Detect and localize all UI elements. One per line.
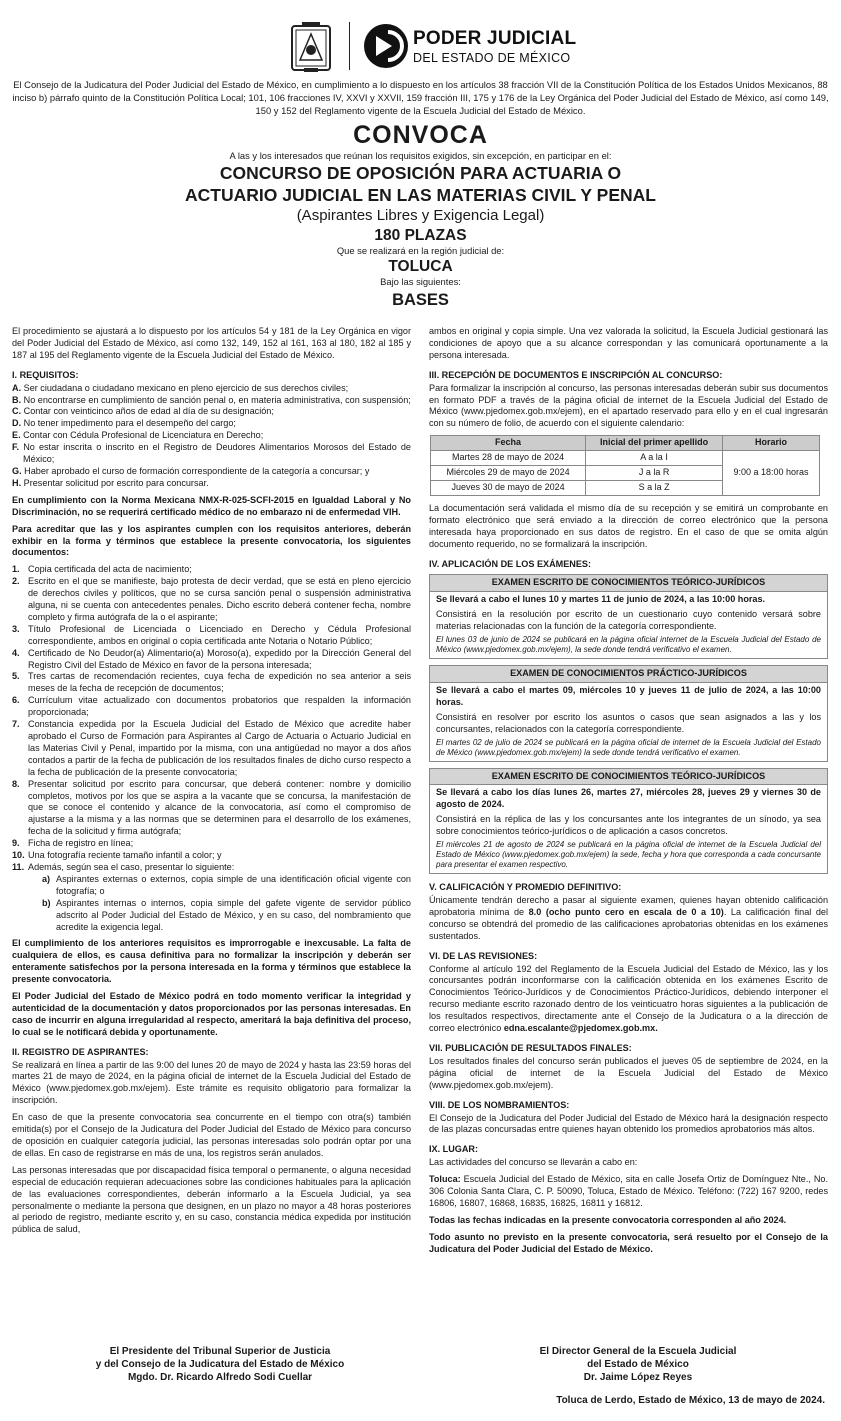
exam-note: El miércoles 21 de agosto de 2024 se publicará en la página oficial de internet de la Escuela Judicial del Estado de México (www.pjedomex.gob.mx/ejem) la sede, fecha y hora que corresponda a cada concursante para presentar el examen respectivo. xyxy=(436,840,821,870)
section-requisitos-title: I. REQUISITOS: xyxy=(12,369,79,380)
table-header: Fecha xyxy=(431,436,586,451)
section-lugar-title: IX. LUGAR: xyxy=(429,1144,479,1155)
exam-date: Se llevará a cabo el lunes 10 y martes 11 de junio de 2024, a las 10:00 horas. xyxy=(436,594,766,605)
intro-paragraph: El Consejo de la Judicatura del Poder Judicial del Estado de México, en cumplimiento a lo dispuesto en los artículos 38 fracción VII de la Constitución Política de los Estados Unidos Mexicanos, 88 inciso b) párrafo quinto de la Constitución Política Local; 101, 106 fracciones IV, XXVI y XXVII, 159 fracción III, 175 y 176 de la Ley Orgánica del Poder Judicial del Estado de México, así como 149, 150 y 152 del Reglamento vigente de la Escuela Judicial del Estado de México. xyxy=(12,79,829,116)
exam-box-3 xyxy=(429,768,828,875)
list-item: 10. Una fotografía reciente tamaño infantil a color; y xyxy=(12,850,222,861)
signature-left: El Presidente del Tribunal Superior de Justicia y del Consejo de la Judicatura del Estado de México Mgdo. Dr. Ricardo Alfredo Sodi Cuellar xyxy=(95,1346,345,1383)
section-revisiones-title: VI. DE LAS REVISIONES: xyxy=(429,950,538,961)
exam-box-1 xyxy=(429,574,828,659)
continuation-paragraph: ambos en original y copia simple. Una vez valorada la solicitud, la Escuela Judicial gestionará las condiciones de apoyo que a su alcance correspondan y las comunicará oportunamente a la persona interesada. xyxy=(429,326,828,360)
list-item: 5. Tres cartas de recomendación recientes, cuya fecha de expedición no sea anterior a seis meses de la fecha de recepción de documentos; xyxy=(12,671,411,694)
list-item: a) Aspirantes externas o externos, copia simple de una identificación oficial vigente con fotografía; o xyxy=(42,873,411,896)
calendar-table xyxy=(430,435,820,496)
revisiones-paragraph: Conforme al artículo 192 del Reglamento de la Escuela Judicial del Estado de México, las y los concursantes podrán inconformarse con la calificación obtenida en los exámenes Escrito de Conocimientos Teórico-Jurídicos y de Conocimientos Práctico-Jurídicos, debiendo interponer el recurso mediante escrito razonado dentro de los veinticuatro horas siguientes a la publicación de los resultados respectivos, directamente ante el Consejo de la Judicatura o a la dirección de correo electrónico edna.escalante@pjedomex.gob.mx. xyxy=(429,963,828,1034)
convoca-title: CONVOCA xyxy=(353,121,488,149)
norma-paragraph: En cumplimiento con la Norma Mexicana NMX-R-025-SCFI-2015 en Igualdad Laboral y No Discriminación, no se requerirá certificado médico de no embarazo ni de enfermedad VIH. xyxy=(12,494,411,517)
validation-paragraph: La documentación será validada el mismo día de su recepción y se emitirá un comprobante en formato electrónico que será enviado a la dirección de correo electrónico que la persona interesada haya proporcionado en sus datos de registro. En el caso de que se omita algún documento requerido, no se formalizará la inscripción. xyxy=(429,502,828,549)
list-item: H. Presentar solicitud por escrito para concursar. xyxy=(12,477,209,488)
table-header: Horario xyxy=(723,436,820,451)
exam-date: Se llevará a cabo el martes 09, miércoles 10 y jueves 11 de julio de 2024, a las 10:00 horas. xyxy=(436,684,821,707)
section-calificacion-title: V. CALIFICACIÓN Y PROMEDIO DEFINITIVO: xyxy=(429,882,622,893)
horario-cell: 9:00 a 18:00 horas xyxy=(723,451,820,496)
left-column xyxy=(12,326,411,1241)
exam-title: EXAMEN ESCRITO DE CONOCIMIENTOS TEÓRICO-JURÍDICOS xyxy=(430,769,827,786)
list-item: 6. Currículum vitae actualizado con documentos probatorios que respalden la información proporcionada; xyxy=(12,695,411,718)
registro-paragraph-3: Las personas interesadas que por discapacidad física temporal o permanente, o alguna necesidad especial de educación requieran adecuaciones sobre las condiciones habituales para la aplicación de las evaluaciones correspondientes, deberán informarlo a la Escuela Judicial, ya sea personalmente o mediante la persona que designen, en un plazo no mayor a 48 horas posteriores al periodo de registro, mediante escrito y, en su caso, constancia médica expedida por institución pública de salud, xyxy=(12,1164,411,1235)
exam-title: EXAMEN DE CONOCIMIENTOS PRÁCTICO-JURÍDICOS xyxy=(430,666,827,683)
bases-title: BASES xyxy=(392,291,449,309)
list-item: E. Contar con Cédula Profesional de Licenciatura en Derecho; xyxy=(12,430,264,441)
exam-note: El lunes 03 de junio de 2024 se publicará en la página oficial internet de la Escuela Judicial del Estado de México (www.pjedomex.gob.mx/ejem), la sede donde tendrá verificativo el examen. xyxy=(436,635,821,655)
bases-intro: Bajo las siguientes: xyxy=(380,276,461,287)
acreditar-paragraph: Para acreditar que las y los aspirantes cumplen con los requisitos anteriores, deberán exhibir en la forma y términos que establece la presente convocatoria, los siguientes documentos: xyxy=(12,523,411,558)
contest-subtitle: (Aspirantes Libres y Exigencia Legal) xyxy=(296,207,545,224)
org-name: PODER JUDICIAL xyxy=(413,28,577,49)
exam-description: Consistirá en resolver por escrito los asuntos o casos que sean asignados a las y los concursantes, relacionados con la categoría correspondiente. xyxy=(436,711,821,734)
list-item: 11. Además, según sea el caso, presentar lo siguiente: a) Aspirantes externas o externos, copia simple de una identificación oficial vigente con fotografía; o b) Aspirantes internas o internos, copia simple del gafete vigente de servidor público adscrito al Poder Judicial del Estado de México, y en su caso, del nombramiento que acredite la exigencia legal. xyxy=(12,861,411,932)
table-row: Jueves 30 de mayo de 2024 S a la Z xyxy=(431,480,820,495)
no-previsto-note: Todo asunto no previsto en la presente convocatoria, será resuelto por el Consejo de la Judicatura del Poder Judicial del Estado de México. xyxy=(429,1231,828,1254)
list-item: G. Haber aprobado el curso de formación correspondiente de la categoría a concursar; y xyxy=(12,465,370,476)
exam-note: El martes 02 de julio de 2024 se publicará en la página oficial de internet de la Escuela Judicial del Estado de México (www.pjedomex.gob.mx/ejem) la sede donde tendrá verificativo el examen. xyxy=(436,737,821,757)
state-coat-of-arms-icon xyxy=(284,20,338,74)
exam-title: EXAMEN ESCRITO DE CONOCIMIENTOS TEÓRICO-JURÍDICOS xyxy=(430,575,827,592)
documents-list xyxy=(12,564,411,933)
region-name: TOLUCA xyxy=(388,258,453,275)
sub-documents-list xyxy=(28,874,411,934)
section-nombramientos-title: VIII. DE LOS NOMBRAMIENTOS: xyxy=(429,1099,570,1110)
header-divider xyxy=(349,22,350,70)
contest-title-line2: ACTUARIO JUDICIAL EN LAS MATERIAS CIVIL Y PENAL xyxy=(185,185,656,205)
table-header: Inicial del primer apellido xyxy=(586,436,723,451)
section-aplicacion-title: IV. APLICACIÓN DE LOS EXÁMENES: xyxy=(429,558,592,569)
section-registro-title: II. REGISTRO DE ASPIRANTES: xyxy=(12,1046,149,1057)
list-item: b) Aspirantes internas o internos, copia simple del gafete vigente de servidor público adscrito al Poder Judicial del Estado de México, y en su caso, del nombramiento que acredite la exigencia legal. xyxy=(42,897,411,932)
section-recepcion-title: III. RECEPCIÓN DE DOCUMENTOS E INSCRIPCIÓN AL CONCURSO: xyxy=(429,369,723,380)
list-item: 3. Título Profesional de Licenciada o Licenciado en Derecho y Cédula Profesional correspondiente, ambos en original o copia certificada ante Notaria o Notario Público; xyxy=(12,623,411,646)
list-item: 8. Presentar solicitud por escrito para concursar, que deberá contener: nombre y domicilio completos, motivos por los que se aspira a la vacante que se concursa, la manifestación de que se conoce el contenido y alcance de la convocatoria, así como el compromiso de ajustarse a la misma y a las normas que se determinen para el desarrollo de los exámenes, fecha de la solicitud y firma autógrafa; xyxy=(12,778,411,837)
list-item: 2. Escrito en el que se manifieste, bajo protesta de decir verdad, que se está en pleno ejercicio de derechos civiles y políticos, que no se cursa sanción penal o suspensión administrativa alguna, ni se cuenta con antecedentes penales. Dicho escrito deberá contener fecha, nombre completo y firma autógrafa de la o el aspirante; xyxy=(12,576,411,622)
date-line: Toluca de Lerdo, Estado de México, 13 de mayo de 2024. xyxy=(556,1395,825,1406)
org-subtitle: DEL ESTADO DE MÉXICO xyxy=(413,51,571,65)
exam-description: Consistirá en la réplica de las y los concursantes ante los integrantes de un sínodo, ya sea sobre conocimientos teórico-jurídicos o de aplicación a casos concretos. xyxy=(436,814,821,837)
contest-title-line1: CONCURSO DE OPOSICIÓN PARA ACTUARIA O xyxy=(219,163,622,183)
poder-judicial-logo-icon xyxy=(362,22,410,70)
verificar-paragraph: El Poder Judicial del Estado de México podrá en todo momento verificar la integridad y autenticidad de la documentación y datos proporcionados por las personas interesadas. En caso de incurrir en alguna irregularidad al respecto, ameritará la baja definitiva del proceso, lo cual se le notificará debida y oportunamente. xyxy=(12,991,411,1037)
list-item: B. No encontrarse en cumplimiento de sanción penal o, en materia administrativa, con suspensión; xyxy=(12,394,411,405)
list-item: 4. Certificado de No Deudor(a) Alimentario(a) Moroso(a), expedido por la Dirección General del Registro Civil del Estado de México en favor de la persona interesada; xyxy=(12,647,411,670)
region-text: Que se realizará en la región judicial de: xyxy=(336,245,505,256)
table-row: Miércoles 29 de mayo de 2024 J a la R xyxy=(431,466,820,481)
list-item: 1. Copia certificada del acta de nacimiento; xyxy=(12,564,192,575)
fechas-note: Todas las fechas indicadas en la presente convocatoria corresponden al año 2024. xyxy=(429,1214,787,1225)
cumplimiento-paragraph: El cumplimiento de los anteriores requisitos es improrrogable e inexcusable. La falta de cualquiera de ellos, es causa definitiva para no formalizar la inscripción y deberán ser enteramente satisfechos por la persona interesada en la forma y términos que establece la presente convocatoria. xyxy=(12,938,411,985)
exam-date: Se llevará a cabo los días lunes 26, martes 27, miércoles 28, jueves 29 y viernes 30 de agosto de 2024. xyxy=(436,787,821,810)
contact-email: edna.escalante@pjedomex.gob.mx. xyxy=(503,1023,658,1034)
invite-text: A las y los interesados que reúnan los requisitos exigidos, sin excepción, en participar en el: xyxy=(229,150,612,161)
list-item: 7. Constancia expedida por la Escuela Judicial del Estado de México que acredite haber aprobado el Curso de Formación para Aspirantes al Cargo de Actuaria o Actuario Judicial en las Materias Civil y Penal, impartido por la misma, con una antigüedad no mayor a dos años contados a partir de la fecha de publicación de los resultados finales de dicho curso respecto a la fecha de publicación de la presente convocatoria; xyxy=(12,719,411,777)
list-item: 9. Ficha de registro en línea; xyxy=(12,838,134,849)
exam-description: Consistirá en la resolución por escrito de un cuestionario cuyo contenido versará sobre materias relacionadas con la función de la categoría correspondiente. xyxy=(436,609,821,632)
procedure-paragraph: El procedimiento se ajustará a lo dispuesto por los artículos 54 y 181 de la Ley Orgánica en vigor del Poder Judicial del Estado de México, así como 132, 149, 152 al 161, 163 al 180, 182 al 185 y 187 al 195 del Reglamento vigente de la Escuela Judicial del Estado de México. xyxy=(12,326,411,360)
convocation-heading xyxy=(0,120,841,312)
registro-paragraph-2: En caso de que la presente convocatoria sea concurrente en el tiempo con otra(s) también emitida(s) por el Consejo de la Judicatura del Poder Judicial del Estado de México para concurso de oposición en cualquier categoría judicial, las personas interesadas solo podrán optar por una de ellas. En caso de registrarse en más de una, los registros serán anulados. xyxy=(12,1112,411,1158)
signature-right: El Director General de la Escuela Judicial del Estado de México Dr. Jaime López Reyes xyxy=(539,1346,737,1383)
list-item: F. No estar inscrita o inscrito en el Registro de Deudores Alimentarios Morosos del Estado de México; xyxy=(12,442,411,465)
list-item: C. Contar con veinticinco años de edad al día de su designación; xyxy=(12,406,274,417)
requisitos-list xyxy=(12,383,411,490)
lugar-paragraph: Las actividades del concurso se llevarán a cabo en: xyxy=(429,1157,638,1168)
header xyxy=(0,16,841,76)
nombramientos-paragraph: El Consejo de la Judicatura del Poder Judicial del Estado de México hará la designación respecto de las plazas concursadas entre quienes hayan obtenido los promedios aprobatorios más altos. xyxy=(429,1112,828,1135)
registro-paragraph-1: Se realizará en línea a partir de las 9:00 del lunes 20 de mayo de 2024 y hasta las 23:59 horas del martes 21 de mayo de 2024, en la página oficial de internet de la Escuela Judicial del Estado de México (www.pjedomex.gob.mx/ejem). Este trámite es requisito obligatorio para formalizar la inscripción. xyxy=(12,1059,411,1106)
lugar-address: Toluca: Escuela Judicial del Estado de México, sita en calle Josefa Ortiz de Domínguez Nte., No. 306 Colonia Santa Clara, C. P. 50090, Toluca, Estado de México. Teléfono: (722) 167 9200, redes 16806, 16807, 16868, 16835, 16825, 16811 y 16812. xyxy=(429,1174,828,1208)
publicacion-paragraph: Los resultados finales del concurso serán publicados el jueves 05 de septiembre de 2024, en la página oficial de internet de la Escuela Judicial del Estado de México (www.pjedomex.gob.mx/ejem). xyxy=(429,1055,828,1090)
list-item: A. Ser ciudadana o ciudadano mexicano en pleno ejercicio de sus derechos civiles; xyxy=(12,382,349,393)
recepcion-paragraph: Para formalizar la inscripción al concurso, las personas interesadas deberán subir sus documentos en formato PDF a través de la página oficial de internet de la Escuela Judicial del Estado de México (www.pjedomex.gob.mx/ejem), en el apartado reservado para ello y en el cual ingresarán con su número de folio, de acuerdo con el siguiente calendario: xyxy=(429,382,828,429)
section-publicacion-title: VII. PUBLICACIÓN DE RESULTADOS FINALES: xyxy=(429,1042,632,1053)
list-item: D. No tener impedimento para el desempeño del cargo; xyxy=(12,418,236,429)
table-row: Martes 28 de mayo de 2024 A a la I 9:00 a 18:00 horas xyxy=(431,451,820,466)
plazas-count: 180 PLAZAS xyxy=(374,227,467,244)
exam-box-2 xyxy=(429,665,828,762)
right-column xyxy=(429,326,828,1261)
calificacion-paragraph: Únicamente tendrán derecho a pasar al siguiente examen, quienes hayan obtenido calificación aprobatoria mínima de 8.0 (ocho punto cero en escala de 0 a 10). La calificación final del concurso se obtendrá del promedio de las calificaciones aprobatorias obtenidas en los exámenes sustentados. xyxy=(429,895,829,941)
